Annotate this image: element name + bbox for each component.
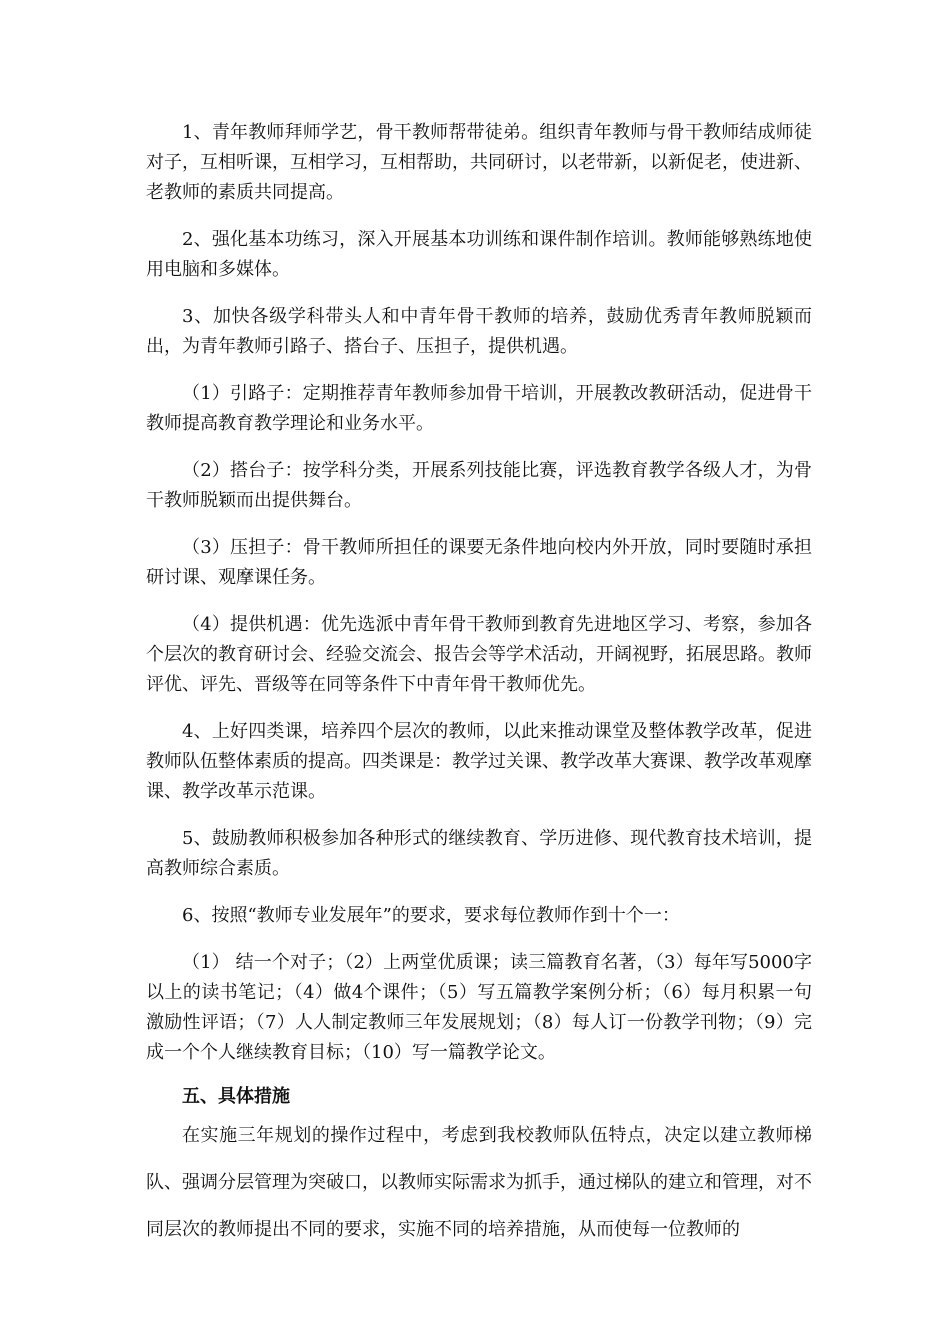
paragraph-2: 2、强化基本功练习，深入开展基本功训练和课件制作培训。教师能够熟练地使用电脑和多媒体。 (146, 229, 812, 280)
paragraph-final: 在实施三年规划的操作过程中，考虑到我校教师队伍特点，决定以建立教师梯队、强调分层管理为突破口，以教师实际需求为抓手，通过梯队的建立和管理，对不同层次的教师提出不同的要求，实施不同的培养措施，从而使每一位教师的 (146, 1125, 812, 1240)
paragraph-3-4: （4）提供机遇：优先选派中青年骨干教师到教育先进地区学习、考察，参加各个层次的教育研讨会、经验交流会、报告会等学术活动，开阔视野，拓展思路。教师评优、评先、晋级等在同等条件下中青年骨干教师优先。 (146, 614, 812, 695)
paragraph-6: 6、按照“教师专业发展年”的要求，要求每位教师作到十个一： (182, 905, 680, 926)
paragraph-3: 3、加快各级学科带头人和中青年骨干教师的培养，鼓励优秀青年教师脱颖而出，为青年教师引路子、搭台子、压担子，提供机遇。 (146, 306, 812, 357)
paragraph-6-list: （1） 结一个对子；（2）上两堂优质课；读三篇教育名著，（3）每年写5000字以上的读书笔记；（4）做4个课件；（5）写五篇教学案例分析；（6）每月积累一句激励性评语；（7）人人制定教师三年发展规划；（8）每人订一份教学刊物；（9）完成一个个人继续教育目标；（10）写一篇教学论文。 (146, 952, 812, 1063)
paragraph-3-3: （3）压担子：骨干教师所担任的课要无条件地向校内外开放，同时要随时承担研讨课、观摩课任务。 (146, 537, 812, 588)
document-page (146, 118, 812, 1253)
paragraph-5: 5、鼓励教师积极参加各种形式的继续教育、学历进修、现代教育技术培训，提高教师综合素质。 (146, 828, 812, 879)
paragraph-4: 4、上好四类课，培养四个层次的教师，以此来推动课堂及整体教学改革，促进教师队伍整体素质的提高。四类课是：教学过关课、教学改革大赛课、教学改革观摩课、教学改革示范课。 (146, 721, 812, 802)
section-heading-5: 五、具体措施 (182, 1086, 290, 1107)
paragraph-3-1: （1）引路子：定期推荐青年教师参加骨干培训，开展教改教研活动，促进骨干教师提高教育教学理论和业务水平。 (146, 383, 812, 434)
paragraph-3-2: （2）搭台子：按学科分类，开展系列技能比赛，评选教育教学各级人才，为骨干教师脱颖而出提供舞台。 (146, 460, 812, 511)
paragraph-1: 1、青年教师拜师学艺，骨干教师帮带徒弟。组织青年教师与骨干教师结成师徒对子，互相听课，互相学习，互相帮助，共同研讨，以老带新，以新促老，使进新、老教师的素质共同提高。 (146, 122, 812, 203)
